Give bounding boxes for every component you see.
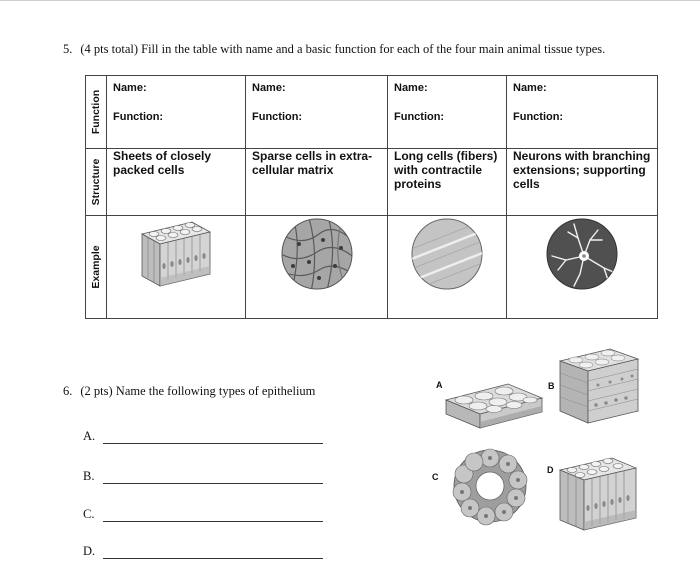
answer-a-line[interactable]: [103, 443, 323, 444]
name-function-cell-2[interactable]: [246, 76, 388, 149]
function-label: Function:: [394, 111, 445, 123]
top-border-line: [0, 0, 700, 1]
example-cell-2: [246, 216, 388, 319]
row-header-function: Function: [86, 76, 107, 149]
figure-label-c: C: [432, 472, 439, 482]
table-row-example: [86, 216, 658, 319]
epithelial-block-icon: [136, 216, 216, 292]
answer-d: D.: [83, 544, 95, 559]
row-header-example: Example: [86, 216, 107, 319]
name-function-cell-1[interactable]: [107, 76, 246, 149]
name-label: Name:: [513, 82, 547, 94]
answer-a: A.: [83, 429, 95, 444]
connective-tissue-circle-icon: [279, 216, 355, 292]
example-cell-3: [388, 216, 507, 319]
question-6: [63, 384, 315, 399]
neuron-circle-icon: [544, 216, 620, 292]
question-5-text: (4 pts total) Fill in the table with name and a basic function for each of the four main animal tissue types.: [80, 42, 606, 56]
figure-label-a: A: [436, 380, 443, 390]
structure-cell-3: Long cells (fibers) with contractile proteins: [388, 149, 507, 216]
question-5: [63, 42, 605, 57]
function-label: Function:: [252, 111, 303, 123]
question-6-text: (2 pts) Name the following types of epithelium: [80, 384, 316, 398]
name-function-cell-3[interactable]: [388, 76, 507, 149]
name-label: Name:: [252, 82, 286, 94]
function-label: Function:: [113, 111, 164, 123]
structure-cell-1: Sheets of closely packed cells: [107, 149, 246, 216]
answer-d-line[interactable]: [103, 558, 323, 559]
answer-c: C.: [83, 507, 94, 522]
name-label: Name:: [113, 82, 147, 94]
example-cell-1: [107, 216, 246, 319]
table-row-structure: [86, 149, 658, 216]
row-header-structure: Structure: [86, 149, 107, 216]
muscle-fibers-circle-icon: [409, 216, 485, 292]
structure-cell-4: Neurons with branching extensions; supporting cells: [507, 149, 658, 216]
question-6-number: 6.: [63, 384, 73, 398]
table-row-function: [86, 76, 658, 149]
name-function-cell-4[interactable]: [507, 76, 658, 149]
question-5-number: 5.: [63, 42, 73, 56]
answer-c-line[interactable]: [103, 521, 323, 522]
epithelium-a-icon: [442, 378, 546, 434]
structure-cell-2: Sparse cells in extra-cellular matrix: [246, 149, 388, 216]
figure-label-b: B: [548, 381, 555, 391]
epithelium-b-icon: [556, 345, 642, 427]
figure-label-d: D: [547, 465, 554, 475]
epithelium-d-icon: [556, 454, 640, 534]
example-cell-4: [507, 216, 658, 319]
epithelium-c-icon: [448, 446, 530, 526]
answer-b: B.: [83, 469, 94, 484]
answer-b-line[interactable]: [103, 483, 323, 484]
function-label: Function:: [513, 111, 564, 123]
name-label: Name:: [394, 82, 428, 94]
tissue-table: [85, 75, 658, 319]
